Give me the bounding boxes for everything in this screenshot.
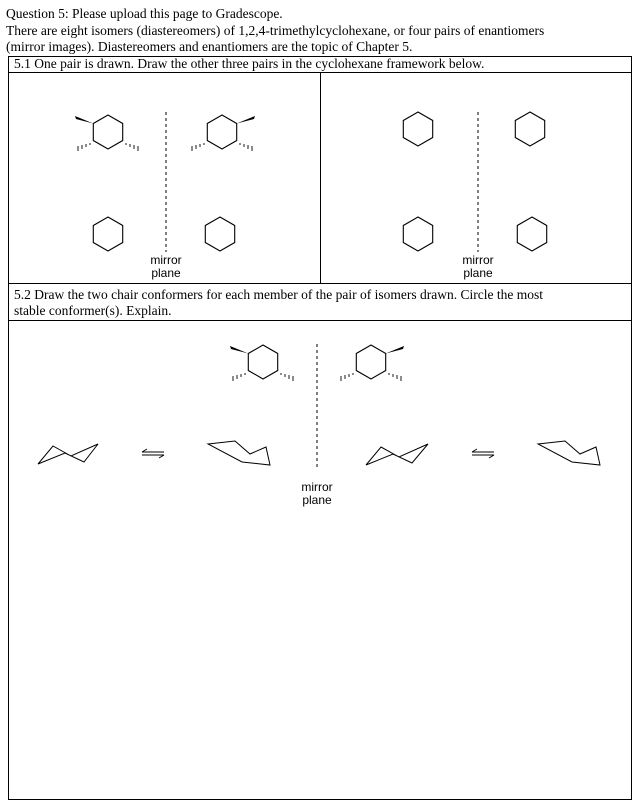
mirror-plane-label-5-2 (287, 481, 347, 507)
hashed-bond-right (240, 143, 252, 151)
mirror-plane-label-left (136, 254, 196, 280)
chair-conformer-2 (208, 441, 270, 465)
mirror-label-line2: plane (302, 493, 332, 507)
isomer-mirror (341, 345, 404, 381)
hashed-bond-left (233, 373, 245, 381)
question-description-line-2: (mirror images). Diastereomers and enantiomers are the topic of Chapter 5. (6, 39, 413, 54)
section-5-2-header (14, 287, 626, 319)
equilibrium-arrows-left (142, 449, 164, 458)
question-title: Question 5: Please upload this page to Gradescope. (6, 6, 283, 21)
chair-conformer-1 (38, 444, 98, 464)
example-isomer-mirror (192, 115, 255, 151)
mirror-label-line1: mirror (150, 253, 182, 267)
cyclohexane-framework (517, 217, 546, 251)
section-5-1-header: 5.1 One pair is drawn. Draw the other three pairs in the cyclohexane framework below. (14, 56, 485, 71)
cyclohexane-framework (403, 112, 432, 146)
mirror-label-line1: mirror (301, 480, 333, 494)
cyclohexane-framework (205, 217, 234, 251)
mirror-label-line2: plane (151, 266, 181, 280)
chair-conformer-4 (538, 441, 600, 465)
hashed-bond-right (389, 373, 401, 381)
mirror-plane-label-right (448, 254, 508, 280)
cyclohexane-framework (403, 217, 432, 251)
wedge-bond (237, 116, 255, 124)
mirror-label-line2: plane (463, 266, 493, 280)
wedge-bond (386, 346, 404, 354)
hashed-bond-left (341, 373, 353, 381)
chair-conformer-3 (366, 444, 428, 465)
section-5-2-header-line2: stable conformer(s). Explain. (14, 303, 172, 318)
isomer-left (230, 345, 293, 381)
section-5-2-header-line1: 5.2 Draw the two chair conformers for each member of the pair of isomers drawn. Circle the most (14, 287, 543, 302)
mirror-label-line1: mirror (462, 253, 494, 267)
hashed-bond-left (192, 143, 204, 151)
question-description-line-1: There are eight isomers (diastereomers) of 1,2,4-trimethylcyclohexane, or four pairs of enantiomers (6, 22, 545, 38)
hashed-bond-right (126, 143, 138, 151)
example-isomer-left (75, 115, 138, 151)
hashed-bond-left (78, 143, 90, 151)
wedge-bond (230, 346, 248, 354)
hashed-bond-right (281, 373, 293, 381)
cyclohexane-framework (515, 112, 544, 146)
equilibrium-arrows-right (472, 449, 494, 458)
cyclohexane-framework (93, 217, 122, 251)
question-intro (6, 6, 626, 56)
wedge-bond (75, 116, 93, 124)
section-5-2-drawing (8, 320, 632, 800)
